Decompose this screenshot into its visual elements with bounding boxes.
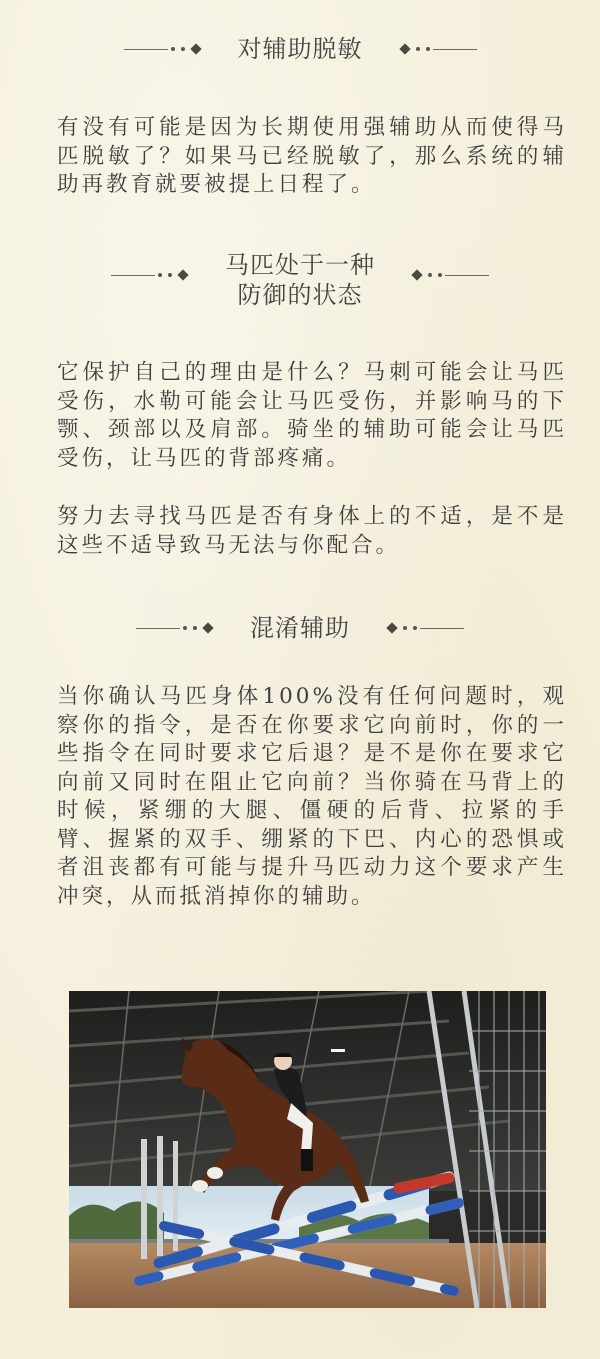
ornament-right (384, 624, 464, 632)
section-title-line-1: 马匹处于一种 (225, 251, 375, 279)
paragraph: 它保护自己的理由是什么？马刺可能会让马匹受伤，水勒可能会让马匹受伤，并影响马的下颚、颈部以及肩部。骑坐的辅助可能会让马匹受伤，让马匹的背部疼痛。 (57, 360, 567, 471)
ornament-right (397, 45, 477, 53)
section-heading-desensitization (0, 34, 600, 64)
section-heading-confusing-aids (0, 613, 600, 643)
section-title: 混淆辅助 (250, 614, 350, 642)
ornament-right (409, 271, 489, 279)
paragraph: 努力去寻找马匹是否有身体上的不适，是不是这些不适导致马无法与你配合。 (57, 504, 567, 558)
paragraph: 当你确认马匹身体100%没有任何问题时，观察你的指令，是否在你要求它向前时，你的一些指令在同时要求它后退？是不是你在要求它向前又同时在阻止它向前？当你骑在马背上的时候，紧绷的大腿、僵硬的后背、拉紧的手臂、握紧的双手、绷紧的下巴、内心的恐惧或者沮丧都有可能与提升马匹动力这个要求产生冲突，从而抵消掉你的辅助。 (57, 684, 567, 909)
section-title: 对辅助脱敏 (237, 35, 363, 63)
horse-jumping-image (69, 991, 546, 1308)
paragraph: 有没有可能是因为长期使用强辅助从而使得马匹脱敏了？如果马已经脱敏了，那么系统的辅助再教育就要被提上日程了。 (57, 115, 567, 197)
ornament-left (136, 624, 216, 632)
ornament-left (111, 271, 191, 279)
section-heading-defensive (0, 250, 600, 310)
section-title-line-2: 防御的状态 (237, 281, 363, 309)
ornament-left (124, 45, 204, 53)
section-title (191, 250, 409, 310)
